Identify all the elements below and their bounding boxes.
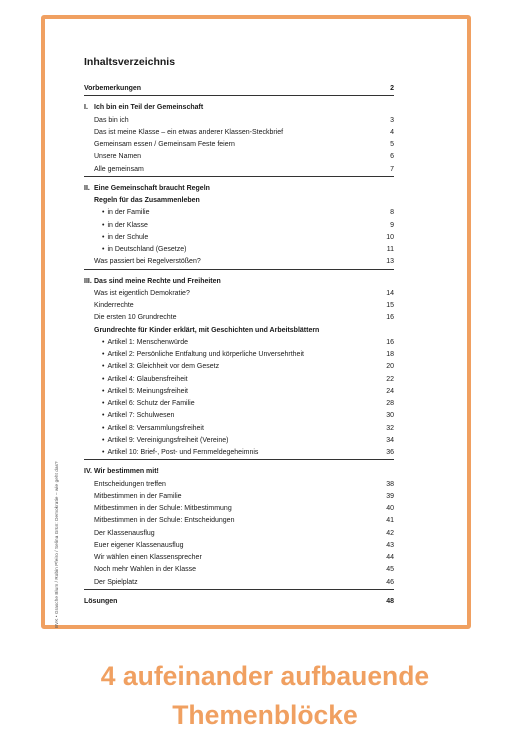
bullet-icon: • [102,387,105,395]
toc-bullet-entry [84,220,394,232]
toc-subheading-label: Regeln für das Zusammenleben [94,197,200,204]
toc-section-4-heading [84,466,394,478]
toc-entry-page: 40 [386,505,394,512]
toc-entry-label: Mitbestimmen in der Schule: Entscheidungen [94,517,235,525]
bullet-icon: • [102,363,105,371]
toc-bullet-entry [84,337,394,349]
toc-entry-label: Der Klassenausflug [94,529,155,537]
toc-entry-page: 10 [386,233,394,241]
headline-line-1: 4 aufeinander aufbauende [100,661,430,691]
toc-entry-page: 46 [386,578,394,586]
headline-line-2: Themenblöcke [172,700,358,730]
toc-entry-intro [84,83,394,96]
toc-bullet-entry [84,244,394,256]
toc-entry-page: 2 [390,85,394,92]
toc-title: Inhaltsverzeichnis [84,56,176,68]
toc-entry-page: 11 [386,246,394,253]
toc-entry [84,115,394,127]
toc-entry [84,164,394,177]
section-number: II. [84,184,90,192]
toc-entry-label: Mitbestimmen in der Schule: Mitbestimmung [94,505,232,512]
toc-entry-page: 8 [390,209,394,217]
toc-bullet-entry [84,361,394,373]
toc-section-2-heading [84,183,394,195]
toc-entry [84,151,394,163]
toc-entry-label: Der Spielplatz [94,578,138,586]
toc-entry [84,552,394,564]
toc-entry-page: 18 [386,351,394,358]
toc-entry-page: 34 [386,436,394,444]
toc-entry-page: 36 [386,449,394,456]
toc-entry-label: Das bin ich [94,116,129,124]
toc-entry-label: Kinderrechte [94,302,134,309]
bullet-icon: • [102,221,105,229]
bullet-icon: • [102,436,105,444]
toc-entry-label: • Artikel 6: Schutz der Familie [102,400,195,407]
bullet-icon: • [102,375,105,383]
toc-entry-page: 44 [386,554,394,561]
toc-entry-label: Vorbemerkungen [84,85,142,92]
toc-entry-label: • in der Familie [102,209,150,217]
toc-entry [84,564,394,576]
toc-entry-page: 28 [386,400,394,407]
toc-subheading-label: Grundrechte für Kinder erklärt, mit Geschichten und Arbeitsblättern [94,326,320,334]
toc-bullet-entry [84,374,394,386]
toc-entry-label: Gemeinsam essen / Gemeinsam Feste feiern [94,141,235,148]
toc-entry [84,515,394,527]
toc-entry [84,491,394,503]
toc-entry [84,288,394,300]
table-of-contents [84,83,394,608]
bullet-icon: • [102,209,105,217]
bullet-icon: • [102,246,105,253]
toc-entry [84,503,394,515]
toc-entry-label: • Artikel 4: Glaubensfreiheit [102,375,188,383]
toc-entry-page: 39 [386,492,394,500]
toc-entry [84,479,394,491]
toc-entry-page: 5 [390,141,394,148]
toc-entry-page: 48 [386,597,394,605]
section-title: Das sind meine Rechte und Freiheiten [94,277,221,285]
toc-entry-page: 22 [386,375,394,383]
toc-section-3-heading [84,276,394,288]
toc-entry-label: Das ist meine Klasse – ein etwas anderer Klassen-Steckbrief [94,128,284,136]
toc-entry [84,300,394,312]
toc-bullet-entry [84,410,394,422]
toc-entry-page: 20 [386,363,394,371]
toc-entry-page: 15 [386,302,394,309]
toc-entry [84,312,394,324]
toc-entry-label: • Artikel 5: Meinungsfreiheit [102,387,188,395]
toc-bullet-entry [84,398,394,410]
toc-entry [84,127,394,139]
section-number: III. [84,277,92,285]
toc-entry-page: 14 [386,289,394,297]
toc-entry-label: • Artikel 8: Versammlungsfreiheit [102,424,204,432]
toc-entry-label: Alle gemeinsam [94,165,144,173]
toc-entry-label: • in Deutschland (Gesetze) [102,246,187,253]
toc-entry-label: Wir wählen einen Klassensprecher [94,554,202,561]
bullet-icon: • [102,233,105,241]
section-title: Wir bestimmen mit! [94,468,159,476]
toc-entry [84,577,394,590]
toc-entry-label: • Artikel 10: Brief-, Post- und Fernmeldegeheimnis [102,449,259,456]
toc-subheading [84,195,394,207]
toc-entry-label: Was ist eigentlich Demokratie? [94,289,190,297]
toc-entry-label: Was passiert bei Regelverstößen? [94,258,201,266]
toc-entry-label: • Artikel 9: Vereinigungsfreiheit (Vereine) [102,436,229,444]
toc-entry-page: 3 [390,116,394,124]
toc-entry-page: 4 [390,128,394,136]
bullet-icon: • [102,338,105,346]
toc-entry-label: • in der Klasse [102,221,148,229]
toc-entry-page: 24 [386,387,394,395]
toc-entry-label: Mitbestimmen in der Familie [94,492,182,500]
toc-entry [84,528,394,540]
toc-entry-page: 16 [386,314,394,322]
toc-entry [84,540,394,552]
toc-subheading [84,325,394,337]
toc-entry-page: 43 [386,541,394,549]
bullet-icon: • [102,424,105,432]
toc-entry-page: 13 [386,258,394,266]
toc-entry-solutions [84,596,394,608]
toc-entry-label: Die ersten 10 Grundrechte [94,314,177,322]
toc-entry-page: 38 [386,480,394,488]
section-number: I. [84,104,88,112]
toc-entry-label: Noch mehr Wahlen in der Klasse [94,566,197,574]
toc-entry-label: • Artikel 1: Menschenwürde [102,338,188,346]
bullet-icon: • [102,412,105,420]
toc-bullet-entry [84,423,394,435]
bullet-icon: • [102,351,105,358]
toc-entry-page: 16 [386,338,394,346]
toc-entry-label: Unsere Namen [94,153,142,161]
toc-entry-label: Euer eigener Klassenausflug [94,541,184,549]
toc-bullet-entry [84,435,394,447]
toc-entry-label: • Artikel 3: Gleichheit vor dem Gesetz [102,363,220,371]
toc-bullet-entry [84,447,394,460]
toc-section-1-heading [84,102,394,114]
toc-entry-page: 42 [386,529,394,537]
bullet-icon: • [102,400,105,407]
section-title: Eine Gemeinschaft braucht Regeln [94,184,210,192]
toc-entry-label: • in der Schule [102,233,149,241]
bullet-icon: • [102,449,105,456]
toc-entry-label: • Artikel 2: Persönliche Entfaltung und körperliche Unversehrtheit [102,351,304,358]
toc-entry-page: 41 [386,517,394,525]
section-number: IV. [84,468,92,476]
toc-entry-page: 30 [386,412,394,420]
toc-entry-page: 6 [390,153,394,161]
toc-entry [84,139,394,151]
toc-entry-page: 32 [386,424,394,432]
toc-entry-label: • Artikel 7: Schulwesen [102,412,175,420]
toc-entry-page: 9 [390,221,394,229]
toc-bullet-entry [84,207,394,219]
copyright-note: BVK • Grasche Blum / Robin Pfeiro / Selina Grün: Demokratie – wie geht das? [54,461,59,628]
section-title: Ich bin ein Teil der Gemeinschaft [94,104,204,112]
toc-bullet-entry [84,349,394,361]
toc-entry [84,256,394,269]
toc-bullet-entry [84,232,394,244]
toc-entry-label: Entscheidungen treffen [94,480,166,488]
toc-entry-page: 7 [390,165,394,173]
toc-entry-page: 45 [386,566,394,574]
toc-entry-label: Lösungen [84,597,118,605]
toc-bullet-entry [84,386,394,398]
